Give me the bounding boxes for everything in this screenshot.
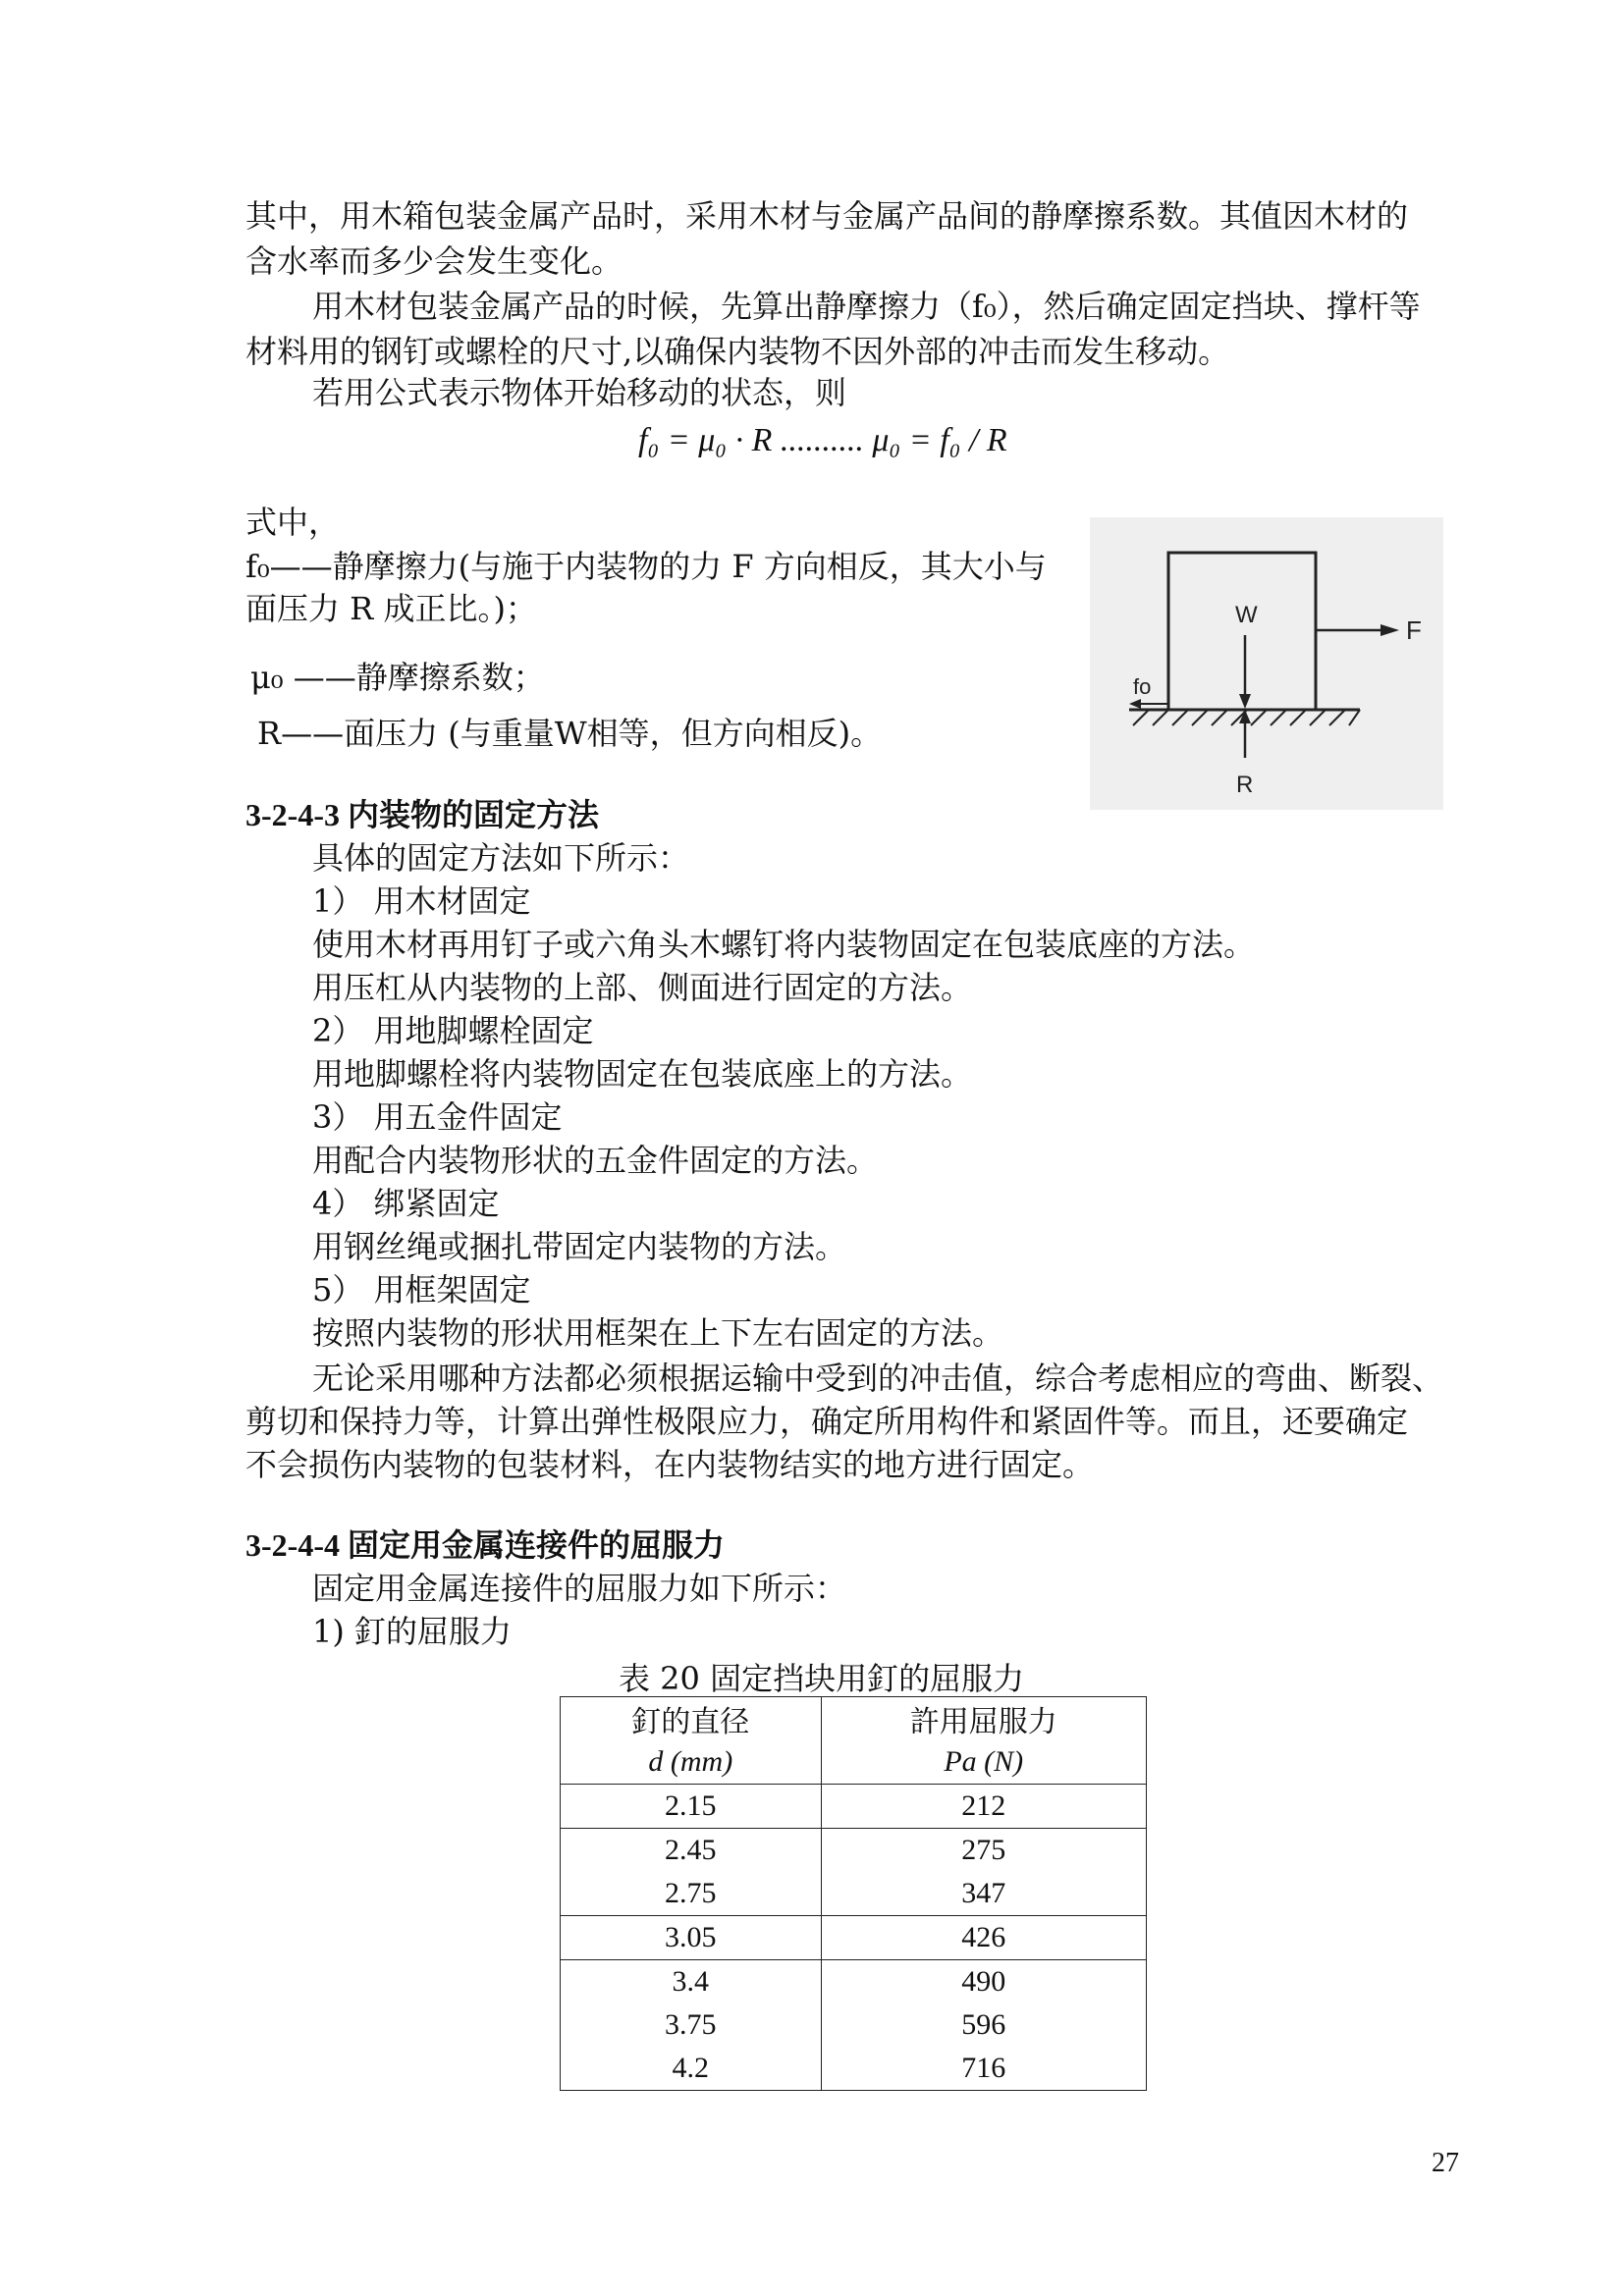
list-item-desc: 用地脚螺栓将内装物固定在包装底座上的方法。 bbox=[312, 1055, 973, 1093]
definition-mu0: μ₀ ——静摩擦系数； bbox=[250, 659, 545, 696]
paragraph-line: 不会损伤内装物的包装材料，在内装物结实的地方进行固定。 bbox=[245, 1446, 1095, 1483]
force-diagram bbox=[1090, 517, 1443, 810]
table-row bbox=[561, 2047, 1147, 2091]
label-f: F bbox=[1406, 615, 1422, 645]
table-row bbox=[561, 1829, 1147, 1873]
friction-formula: f₀ = μ₀ · R .......... μ₀ = f₀ / R bbox=[638, 422, 1007, 458]
cell-diameter: 2.75 bbox=[561, 1872, 822, 1916]
table-caption: 表 20 固定挡块用釘的屈服力 bbox=[619, 1660, 1025, 1697]
list-item: 1） 用木材固定 bbox=[312, 882, 531, 920]
definition-f0-cont: 面压力 R 成正比。)； bbox=[245, 590, 537, 627]
col-unit-yield: Pa (N) bbox=[821, 1740, 1146, 1785]
weight-arrowhead bbox=[1239, 694, 1251, 709]
label-w: W bbox=[1235, 602, 1258, 628]
paragraph-line: 若用公式表示物体开始移动的状态，则 bbox=[312, 374, 847, 411]
table-body bbox=[561, 1785, 1147, 2091]
table-row bbox=[561, 2003, 1147, 2047]
table-header-row bbox=[561, 1740, 1147, 1785]
label-r: R bbox=[1236, 772, 1254, 798]
cell-diameter: 3.05 bbox=[561, 1916, 822, 1960]
label-fo: fo bbox=[1133, 674, 1152, 699]
table-row bbox=[561, 1785, 1147, 1829]
list-item: 4） 绑紧固定 bbox=[312, 1185, 500, 1222]
section-intro: 具体的固定方法如下所示： bbox=[312, 839, 690, 877]
cell-diameter: 2.15 bbox=[561, 1785, 822, 1829]
where-label: 式中， bbox=[245, 504, 341, 541]
table-row bbox=[561, 1872, 1147, 1916]
force-arrowhead bbox=[1380, 624, 1399, 636]
list-item: 1) 釘的屈服力 bbox=[312, 1613, 513, 1650]
page-number: 27 bbox=[1432, 2148, 1459, 2178]
paragraph-line: 其中，用木箱包装金属产品时，采用木材与金属产品间的静摩擦系数。其值因木材的 bbox=[245, 197, 1409, 235]
friction-arrowhead bbox=[1129, 699, 1141, 709]
cell-yield: 347 bbox=[821, 1872, 1146, 1916]
section-heading: 3-2-4-4 固定用金属连接件的屈服力 bbox=[245, 1527, 725, 1563]
cell-yield: 716 bbox=[821, 2047, 1146, 2091]
col-header-diameter: 釘的直径 bbox=[561, 1697, 822, 1741]
list-item: 3） 用五金件固定 bbox=[312, 1098, 563, 1136]
cell-yield: 596 bbox=[821, 2003, 1146, 2047]
cell-diameter: 3.75 bbox=[561, 2003, 822, 2047]
cell-yield: 490 bbox=[821, 1960, 1146, 2004]
paragraph-line: 含水率而多少会发生变化。 bbox=[245, 242, 623, 280]
object-box bbox=[1168, 553, 1316, 710]
definition-f0: f₀——静摩擦力(与施于内装物的力 F 方向相反，其大小与 bbox=[245, 548, 1047, 585]
nail-yield-table bbox=[560, 1696, 1147, 2091]
table-header-row bbox=[561, 1697, 1147, 1741]
paragraph-line: 用木材包装金属产品的时候，先算出静摩擦力（f₀），然后确定固定挡块、撑杆等 bbox=[312, 288, 1421, 325]
paragraph-line: 无论采用哪种方法都必须根据运输中受到的冲击值，综合考虑相应的弯曲、断裂、 bbox=[312, 1360, 1444, 1397]
section-intro: 固定用金属连接件的屈服力如下所示： bbox=[312, 1570, 847, 1607]
cell-diameter: 3.4 bbox=[561, 1960, 822, 2004]
paragraph-line: 剪切和保持力等，计算出弹性极限应力，确定所用构件和紧固件等。而且，还要确定 bbox=[245, 1403, 1409, 1440]
col-unit-diameter: d (mm) bbox=[561, 1740, 822, 1785]
definition-r: R——面压力 (与重量W相等，但方向相反)。 bbox=[257, 715, 883, 752]
col-header-yield: 許用屈服力 bbox=[821, 1697, 1146, 1741]
force-diagram-svg bbox=[1090, 517, 1443, 810]
cell-yield: 426 bbox=[821, 1916, 1146, 1960]
list-item-desc: 按照内装物的形状用框架在上下左右固定的方法。 bbox=[312, 1314, 1004, 1352]
cell-diameter: 2.45 bbox=[561, 1829, 822, 1873]
list-item-desc: 用钢丝绳或捆扎带固定内装物的方法。 bbox=[312, 1228, 847, 1265]
list-item: 2） 用地脚螺栓固定 bbox=[312, 1012, 594, 1049]
list-item-desc: 用配合内装物形状的五金件固定的方法。 bbox=[312, 1142, 879, 1179]
list-item-desc: 用压杠从内装物的上部、侧面进行固定的方法。 bbox=[312, 969, 973, 1006]
section-heading: 3-2-4-3 内装物的固定方法 bbox=[245, 797, 599, 832]
cell-diameter: 4.2 bbox=[561, 2047, 822, 2091]
cell-yield: 212 bbox=[821, 1785, 1146, 1829]
table-row bbox=[561, 1916, 1147, 1960]
paragraph-line: 材料用的钢钉或螺栓的尺寸,以确保内装物不因外部的冲击而发生移动。 bbox=[245, 333, 1230, 370]
cell-yield: 275 bbox=[821, 1829, 1146, 1873]
list-item: 5） 用框架固定 bbox=[312, 1271, 531, 1308]
table-row bbox=[561, 1960, 1147, 2004]
list-item-desc: 使用木材再用钉子或六角头木螺钉将内装物固定在包装底座的方法。 bbox=[312, 926, 1256, 963]
